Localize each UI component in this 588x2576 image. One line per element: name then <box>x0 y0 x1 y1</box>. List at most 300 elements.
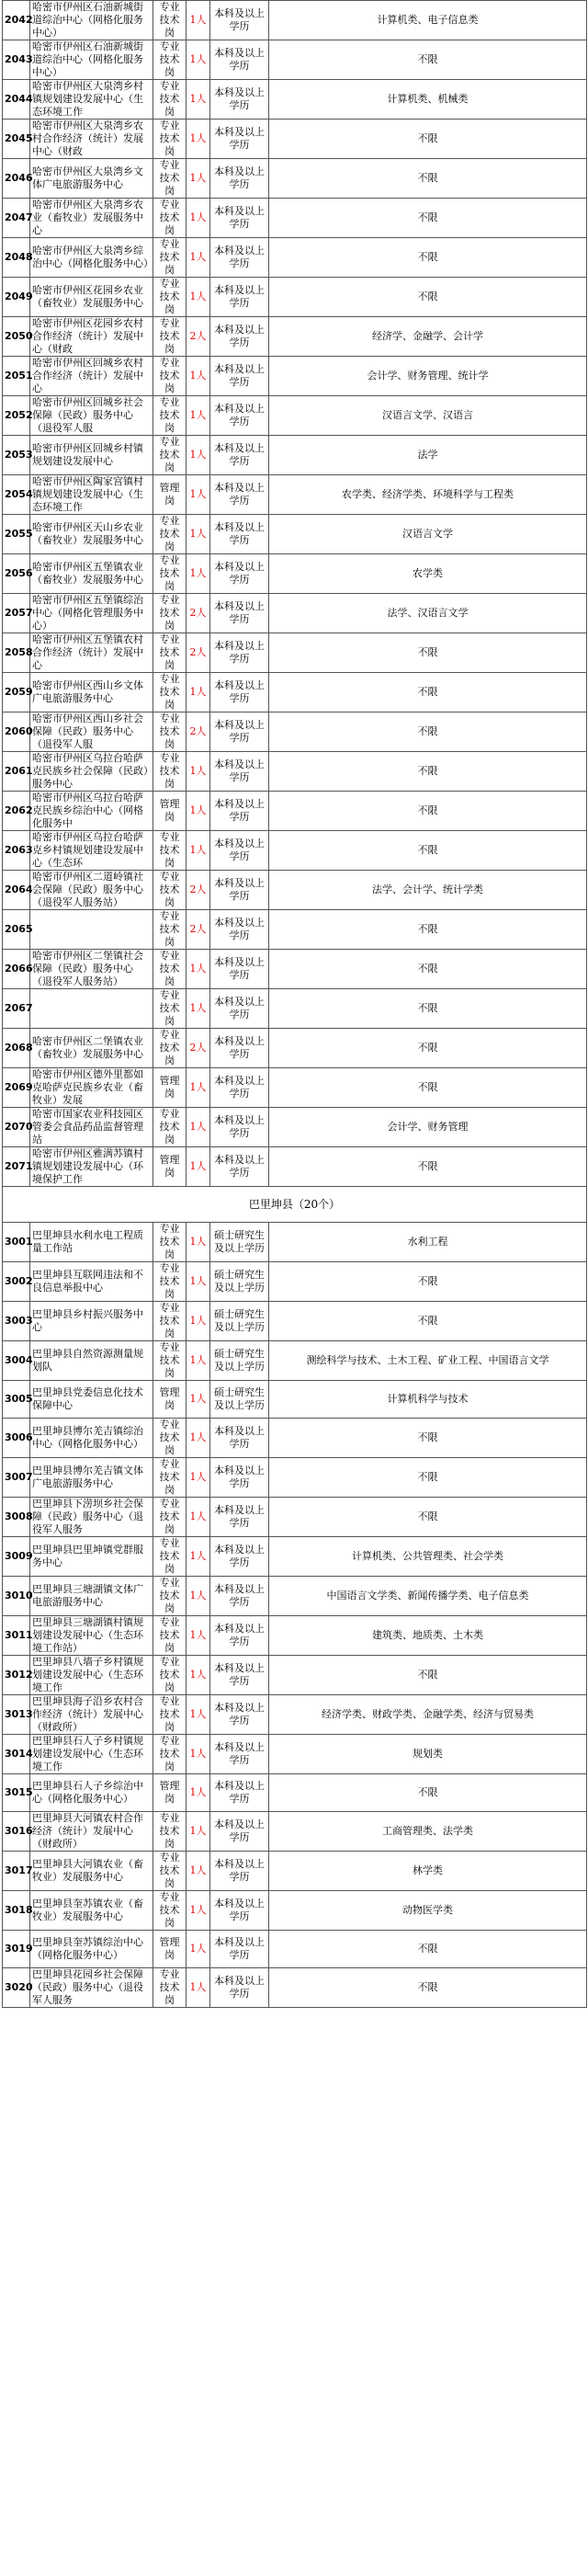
hiring-count: 1人 <box>187 792 210 831</box>
major-requirement: 不限 <box>269 712 587 752</box>
major-requirement: 不限 <box>269 1262 587 1302</box>
education-requirement: 本科及以上学历 <box>210 1656 269 1695</box>
table-row <box>3 1029 587 1068</box>
table-row <box>3 1812 587 1852</box>
position-type: 专业技术岗 <box>153 1812 187 1852</box>
education-requirement: 硕士研究生及以上学历 <box>210 1262 269 1302</box>
position-code: 2046 <box>3 159 30 199</box>
major-requirement: 动物医学类 <box>269 1891 587 1931</box>
hiring-count: 1人 <box>187 1695 210 1735</box>
major-requirement: 不限 <box>269 910 587 950</box>
position-code: 2063 <box>3 831 30 871</box>
position-type: 专业技术岗 <box>153 120 187 159</box>
position-type: 专业技术岗 <box>153 752 187 792</box>
table-row <box>3 1302 587 1341</box>
education-requirement: 本科及以上学历 <box>210 80 269 120</box>
position-type: 专业技术岗 <box>153 357 187 396</box>
major-requirement: 不限 <box>269 1458 587 1498</box>
position-code: 3002 <box>3 1262 30 1302</box>
hiring-count: 1人 <box>187 475 210 515</box>
education-requirement: 本科及以上学历 <box>210 40 269 80</box>
table-row <box>3 871 587 910</box>
education-requirement: 本科及以上学历 <box>210 673 269 712</box>
education-requirement: 本科及以上学历 <box>210 1812 269 1852</box>
hiring-count: 1人 <box>187 1108 210 1147</box>
major-requirement: 会计学、财务管理、统计学 <box>269 357 587 396</box>
position-code: 2071 <box>3 1147 30 1187</box>
table-row <box>3 475 587 515</box>
hiring-count: 1人 <box>187 950 210 989</box>
education-requirement: 本科及以上学历 <box>210 238 269 278</box>
hiring-count: 1人 <box>187 1419 210 1458</box>
major-requirement: 林学类 <box>269 1852 587 1891</box>
table-row <box>3 396 587 436</box>
education-requirement: 本科及以上学历 <box>210 1537 269 1577</box>
hiring-count: 1人 <box>187 159 210 199</box>
hiring-count: 2人 <box>187 712 210 752</box>
table-row <box>3 1735 587 1774</box>
position-code: 2048 <box>3 238 30 278</box>
hiring-count: 1人 <box>187 357 210 396</box>
table-row <box>3 1852 587 1891</box>
table-row <box>3 120 587 159</box>
position-code: 2052 <box>3 396 30 436</box>
table-row <box>3 594 587 633</box>
education-requirement: 本科及以上学历 <box>210 633 269 673</box>
position-code: 2042 <box>3 1 30 40</box>
position-code: 2067 <box>3 989 30 1029</box>
hiring-unit: 巴里坤县博尔羌吉镇综治中心（网格化服务中心） <box>30 1419 153 1458</box>
position-type: 管理岗 <box>153 1147 187 1187</box>
position-type: 专业技术岗 <box>153 554 187 594</box>
position-code: 3005 <box>3 1381 30 1419</box>
position-type: 管理岗 <box>153 1381 187 1419</box>
education-requirement: 硕士研究生及以上学历 <box>210 1302 269 1341</box>
table-row <box>3 1108 587 1147</box>
hiring-count: 1人 <box>187 1537 210 1577</box>
hiring-unit: 哈密市国家农业科技园区管委会食品药品监督管理站 <box>30 1108 153 1147</box>
major-requirement: 不限 <box>269 633 587 673</box>
hiring-count: 1人 <box>187 199 210 238</box>
table-row <box>3 1577 587 1616</box>
education-requirement: 本科及以上学历 <box>210 1498 269 1537</box>
hiring-count: 2人 <box>187 910 210 950</box>
hiring-count: 1人 <box>187 1 210 40</box>
education-requirement: 本科及以上学历 <box>210 1931 269 1968</box>
major-requirement: 不限 <box>269 159 587 199</box>
position-type: 专业技术岗 <box>153 1852 187 1891</box>
position-type: 专业技术岗 <box>153 1498 187 1537</box>
hiring-unit: 巴里坤县大河镇农村合作经济（统计）发展中心（财政所） <box>30 1812 153 1852</box>
major-requirement: 法学、会计学、统计学类 <box>269 871 587 910</box>
major-requirement: 计算机类、机械类 <box>269 80 587 120</box>
position-code: 2066 <box>3 950 30 989</box>
position-type: 管理岗 <box>153 1774 187 1812</box>
major-requirement: 不限 <box>269 1419 587 1458</box>
hiring-count: 1人 <box>187 989 210 1029</box>
hiring-unit: 巴里坤县八墙子乡村镇规划建设发展中心（生态环境工作 <box>30 1656 153 1695</box>
hiring-unit: 哈密市伊州区雅满苏镇村镇规划建设发展中心（环境保护工作 <box>30 1147 153 1187</box>
table-row <box>3 40 587 80</box>
position-code: 3010 <box>3 1577 30 1616</box>
hiring-count: 1人 <box>187 1735 210 1774</box>
position-type: 专业技术岗 <box>153 1616 187 1656</box>
education-requirement: 本科及以上学历 <box>210 1968 269 2008</box>
hiring-unit: 巴里坤县大河镇农业（畜牧业）发展服务中心 <box>30 1852 153 1891</box>
hiring-count: 2人 <box>187 1029 210 1068</box>
major-requirement: 不限 <box>269 278 587 317</box>
hiring-count: 1人 <box>187 1458 210 1498</box>
position-code: 3008 <box>3 1498 30 1537</box>
position-type: 专业技术岗 <box>153 80 187 120</box>
hiring-count: 1人 <box>187 1812 210 1852</box>
position-code: 2070 <box>3 1108 30 1147</box>
position-type: 专业技术岗 <box>153 515 187 554</box>
position-type: 专业技术岗 <box>153 1419 187 1458</box>
major-requirement: 不限 <box>269 831 587 871</box>
position-code: 3011 <box>3 1616 30 1656</box>
education-requirement: 本科及以上学历 <box>210 950 269 989</box>
major-requirement: 法学 <box>269 436 587 475</box>
hiring-count: 1人 <box>187 752 210 792</box>
hiring-unit: 哈密市伊州区德外里都如克哈萨克民族乡农业（畜牧业）发展 <box>30 1068 153 1108</box>
hiring-unit: 巴里坤县自然资源测量规划队 <box>30 1341 153 1381</box>
position-code: 3019 <box>3 1931 30 1968</box>
major-requirement: 不限 <box>269 989 587 1029</box>
position-code: 3006 <box>3 1419 30 1458</box>
hiring-unit: 哈密市伊州区花园乡农村合作经济（统计）发展中心（财政 <box>30 317 153 357</box>
hiring-unit: 巴里坤县水利水电工程质量工作站 <box>30 1223 153 1262</box>
major-requirement: 计算机科学与技术 <box>269 1381 587 1419</box>
hiring-count: 1人 <box>187 554 210 594</box>
hiring-unit: 巴里坤县互联网违法和不良信息举报中心 <box>30 1262 153 1302</box>
position-code: 2059 <box>3 673 30 712</box>
position-type: 专业技术岗 <box>153 950 187 989</box>
major-requirement: 不限 <box>269 1498 587 1537</box>
hiring-count: 1人 <box>187 673 210 712</box>
position-code: 3004 <box>3 1341 30 1381</box>
education-requirement: 本科及以上学历 <box>210 831 269 871</box>
education-requirement: 本科及以上学历 <box>210 1 269 40</box>
hiring-count: 1人 <box>187 1656 210 1695</box>
education-requirement: 本科及以上学历 <box>210 357 269 396</box>
position-code: 2055 <box>3 515 30 554</box>
table-row <box>3 673 587 712</box>
county-section-row <box>3 1187 587 1223</box>
position-code: 2045 <box>3 120 30 159</box>
hiring-unit: 哈密市伊州区陶家宫镇村镇规划建设发展中心（生态环境工作 <box>30 475 153 515</box>
major-requirement: 不限 <box>269 950 587 989</box>
position-type: 管理岗 <box>153 1068 187 1108</box>
table-row <box>3 950 587 989</box>
position-type: 专业技术岗 <box>153 238 187 278</box>
position-code: 2049 <box>3 278 30 317</box>
hiring-unit: 哈密市伊州区西山乡文体广电旅游服务中心 <box>30 673 153 712</box>
position-code: 2062 <box>3 792 30 831</box>
position-code: 2069 <box>3 1068 30 1108</box>
major-requirement: 经济学类、财政学类、金融学类、经济与贸易类 <box>269 1695 587 1735</box>
education-requirement: 本科及以上学历 <box>210 396 269 436</box>
hiring-unit: 巴里坤县下涝坝乡社会保障（民政）服务中心（退役军人服务 <box>30 1498 153 1537</box>
hiring-count: 1人 <box>187 436 210 475</box>
table-row <box>3 1695 587 1735</box>
hiring-unit: 巴里坤县乡村振兴服务中心 <box>30 1302 153 1341</box>
hiring-unit: 哈密市伊州区回城乡农村合作经济（统计）发展中心 <box>30 357 153 396</box>
major-requirement: 建筑类、地质类、土木类 <box>269 1616 587 1656</box>
hiring-count: 1人 <box>187 396 210 436</box>
hiring-unit: 巴里坤县奎苏镇综治中心（网格化服务中心） <box>30 1931 153 1968</box>
position-code: 2061 <box>3 752 30 792</box>
major-requirement: 会计学、财务管理 <box>269 1108 587 1147</box>
hiring-count: 1人 <box>187 238 210 278</box>
education-requirement: 本科及以上学历 <box>210 910 269 950</box>
hiring-unit: 哈密市伊州区五堡镇农业（畜牧业）发展服务中心 <box>30 554 153 594</box>
education-requirement: 本科及以上学历 <box>210 1695 269 1735</box>
hiring-unit: 巴里坤县石人子乡综治中心（网格化服务中心） <box>30 1774 153 1812</box>
position-type: 专业技术岗 <box>153 1656 187 1695</box>
position-type: 专业技术岗 <box>153 1223 187 1262</box>
position-code: 2058 <box>3 633 30 673</box>
major-requirement: 不限 <box>269 1147 587 1187</box>
major-requirement: 计算机类、电子信息类 <box>269 1 587 40</box>
position-code: 3018 <box>3 1891 30 1931</box>
table-row <box>3 1223 587 1262</box>
table-row <box>3 199 587 238</box>
hiring-unit <box>30 910 153 950</box>
table-row <box>3 1968 587 2008</box>
hiring-count: 1人 <box>187 1341 210 1381</box>
position-type: 专业技术岗 <box>153 1695 187 1735</box>
hiring-unit: 哈密市伊州区二堡镇社会保障（民政）服务中心（退役军人服务站） <box>30 950 153 989</box>
education-requirement: 本科及以上学历 <box>210 1108 269 1147</box>
hiring-unit: 巴里坤县博尔羌吉镇文体广电旅游服务中心 <box>30 1458 153 1498</box>
major-requirement: 不限 <box>269 673 587 712</box>
major-requirement: 不限 <box>269 1068 587 1108</box>
education-requirement: 本科及以上学历 <box>210 989 269 1029</box>
position-code: 2056 <box>3 554 30 594</box>
hiring-count: 1人 <box>187 1223 210 1262</box>
table-row <box>3 159 587 199</box>
position-type: 专业技术岗 <box>153 1537 187 1577</box>
position-type: 专业技术岗 <box>153 1108 187 1147</box>
position-code: 2060 <box>3 712 30 752</box>
table-row <box>3 1341 587 1381</box>
position-code: 3015 <box>3 1774 30 1812</box>
position-code: 2050 <box>3 317 30 357</box>
hiring-unit: 哈密市伊州区乌拉台哈萨克乡村镇规划建设发展中心（生态环 <box>30 831 153 871</box>
table-row <box>3 317 587 357</box>
position-type: 管理岗 <box>153 792 187 831</box>
positions-table-body <box>3 1 587 2008</box>
hiring-unit: 巴里坤县党委信息化技术保障中心 <box>30 1381 153 1419</box>
hiring-unit: 哈密市伊州区二道岭镇社会保障（民政）服务中心（退役军人服务站） <box>30 871 153 910</box>
hiring-count: 2人 <box>187 317 210 357</box>
position-type: 专业技术岗 <box>153 1968 187 2008</box>
table-row <box>3 1 587 40</box>
table-row <box>3 1656 587 1695</box>
hiring-unit: 哈密市伊州区五堡镇综治中心（网格化管理服务中心） <box>30 594 153 633</box>
hiring-count: 1人 <box>187 831 210 871</box>
position-code: 3012 <box>3 1656 30 1695</box>
hiring-count: 1人 <box>187 1577 210 1616</box>
position-type: 专业技术岗 <box>153 712 187 752</box>
hiring-unit: 哈密市伊州区回城乡村镇规划建设发展中心 <box>30 436 153 475</box>
hiring-unit: 哈密市伊州区大泉湾乡农村合作经济（统计）发展中心（财政 <box>30 120 153 159</box>
hiring-unit <box>30 989 153 1029</box>
education-requirement: 本科及以上学历 <box>210 1458 269 1498</box>
position-code: 3009 <box>3 1537 30 1577</box>
education-requirement: 本科及以上学历 <box>210 1735 269 1774</box>
education-requirement: 本科及以上学历 <box>210 515 269 554</box>
table-row <box>3 1262 587 1302</box>
education-requirement: 本科及以上学历 <box>210 120 269 159</box>
hiring-count: 1人 <box>187 40 210 80</box>
position-code: 2047 <box>3 199 30 238</box>
position-type: 管理岗 <box>153 475 187 515</box>
hiring-count: 1人 <box>187 515 210 554</box>
table-row <box>3 238 587 278</box>
hiring-count: 1人 <box>187 120 210 159</box>
table-row <box>3 1147 587 1187</box>
table-row <box>3 357 587 396</box>
hiring-count: 1人 <box>187 1852 210 1891</box>
position-type: 专业技术岗 <box>153 831 187 871</box>
education-requirement: 本科及以上学历 <box>210 278 269 317</box>
position-code: 2051 <box>3 357 30 396</box>
hiring-count: 1人 <box>187 1774 210 1812</box>
position-code: 3003 <box>3 1302 30 1341</box>
position-type: 专业技术岗 <box>153 278 187 317</box>
major-requirement: 不限 <box>269 1774 587 1812</box>
major-requirement: 中国语言文学类、新闻传播学类、电子信息类 <box>269 1577 587 1616</box>
major-requirement: 工商管理类、法学类 <box>269 1812 587 1852</box>
position-type: 专业技术岗 <box>153 910 187 950</box>
table-row <box>3 831 587 871</box>
hiring-count: 1人 <box>187 278 210 317</box>
table-row <box>3 633 587 673</box>
table-row <box>3 80 587 120</box>
hiring-count: 1人 <box>187 80 210 120</box>
hiring-count: 1人 <box>187 1931 210 1968</box>
hiring-count: 1人 <box>187 1381 210 1419</box>
education-requirement: 硕士研究生及以上学历 <box>210 1223 269 1262</box>
hiring-unit: 巴里坤县三塘湖镇文体广电旅游服务中心 <box>30 1577 153 1616</box>
hiring-unit: 哈密市伊州区石油新城街道综治中心（网格化服务中心） <box>30 40 153 80</box>
education-requirement: 本科及以上学历 <box>210 159 269 199</box>
table-row <box>3 752 587 792</box>
hiring-unit: 巴里坤县奎苏镇农业（畜牧业）发展服务中心 <box>30 1891 153 1931</box>
major-requirement: 不限 <box>269 199 587 238</box>
position-code: 3016 <box>3 1812 30 1852</box>
major-requirement: 汉语言文学、汉语言 <box>269 396 587 436</box>
position-type: 专业技术岗 <box>153 1262 187 1302</box>
position-type: 专业技术岗 <box>153 1341 187 1381</box>
hiring-unit: 巴里坤县花园乡社会保障（民政）服务中心（退役军人服务 <box>30 1968 153 2008</box>
education-requirement: 本科及以上学历 <box>210 871 269 910</box>
education-requirement: 本科及以上学历 <box>210 1616 269 1656</box>
major-requirement: 不限 <box>269 1968 587 2008</box>
table-row <box>3 1458 587 1498</box>
hiring-unit: 巴里坤县海子沿乡农村合作经济（统计）发展中心（财政所） <box>30 1695 153 1735</box>
positions-table <box>2 0 587 2008</box>
education-requirement: 本科及以上学历 <box>210 752 269 792</box>
major-requirement: 不限 <box>269 40 587 80</box>
education-requirement: 本科及以上学历 <box>210 594 269 633</box>
education-requirement: 本科及以上学历 <box>210 1577 269 1616</box>
education-requirement: 本科及以上学历 <box>210 317 269 357</box>
hiring-count: 1人 <box>187 1968 210 2008</box>
hiring-count: 1人 <box>187 1262 210 1302</box>
position-type: 专业技术岗 <box>153 317 187 357</box>
major-requirement: 农学类 <box>269 554 587 594</box>
hiring-count: 2人 <box>187 871 210 910</box>
hiring-unit: 巴里坤县三塘湖镇村镇规划建设发展中心（生态环境工作站） <box>30 1616 153 1656</box>
position-type: 专业技术岗 <box>153 199 187 238</box>
education-requirement: 本科及以上学历 <box>210 1029 269 1068</box>
hiring-count: 2人 <box>187 594 210 633</box>
position-code: 3014 <box>3 1735 30 1774</box>
hiring-count: 1人 <box>187 1498 210 1537</box>
major-requirement: 不限 <box>269 1656 587 1695</box>
position-code: 3007 <box>3 1458 30 1498</box>
hiring-unit: 哈密市伊州区西山乡社会保障（民政）服务中心（退役军人服 <box>30 712 153 752</box>
major-requirement: 农学类、经济学类、环境科学与工程类 <box>269 475 587 515</box>
table-row <box>3 1381 587 1419</box>
position-type: 专业技术岗 <box>153 673 187 712</box>
table-row <box>3 989 587 1029</box>
position-type: 专业技术岗 <box>153 1302 187 1341</box>
hiring-unit: 哈密市伊州区花园乡农业（畜牧业）发展服务中心 <box>30 278 153 317</box>
education-requirement: 本科及以上学历 <box>210 792 269 831</box>
table-row <box>3 1498 587 1537</box>
hiring-count: 2人 <box>187 633 210 673</box>
hiring-unit: 哈密市伊州区乌拉台哈萨克民族乡综治中心（网格化服务中 <box>30 792 153 831</box>
hiring-count: 1人 <box>187 1147 210 1187</box>
major-requirement: 测绘科学与技术、土木工程、矿业工程、中国语言文学 <box>269 1341 587 1381</box>
hiring-unit: 哈密市伊州区天山乡农业（畜牧业）发展服务中心 <box>30 515 153 554</box>
hiring-unit: 哈密市伊州区乌拉台哈萨克民族乡社会保障（民政）服务中心 <box>30 752 153 792</box>
table-row <box>3 910 587 950</box>
hiring-unit: 巴里坤县巴里坤镇党群服务中心 <box>30 1537 153 1577</box>
education-requirement: 本科及以上学历 <box>210 712 269 752</box>
major-requirement: 汉语言文学 <box>269 515 587 554</box>
position-code: 3013 <box>3 1695 30 1735</box>
position-type: 管理岗 <box>153 1931 187 1968</box>
table-row <box>3 1891 587 1931</box>
table-row <box>3 1537 587 1577</box>
table-row <box>3 1616 587 1656</box>
position-code: 3017 <box>3 1852 30 1891</box>
position-code: 2043 <box>3 40 30 80</box>
position-code: 2064 <box>3 871 30 910</box>
position-type: 专业技术岗 <box>153 1458 187 1498</box>
position-type: 专业技术岗 <box>153 1 187 40</box>
position-type: 专业技术岗 <box>153 396 187 436</box>
position-code: 2057 <box>3 594 30 633</box>
position-code: 2068 <box>3 1029 30 1068</box>
hiring-unit: 哈密市伊州区回城乡社会保障（民政）服务中心（退役军人服 <box>30 396 153 436</box>
position-type: 专业技术岗 <box>153 436 187 475</box>
table-row <box>3 436 587 475</box>
table-row <box>3 1419 587 1458</box>
position-type: 专业技术岗 <box>153 871 187 910</box>
hiring-count: 1人 <box>187 1068 210 1108</box>
table-row <box>3 1068 587 1108</box>
table-row <box>3 554 587 594</box>
table-row <box>3 712 587 752</box>
county-section-header: 巴里坤县（20个） <box>3 1187 587 1223</box>
hiring-count: 1人 <box>187 1616 210 1656</box>
